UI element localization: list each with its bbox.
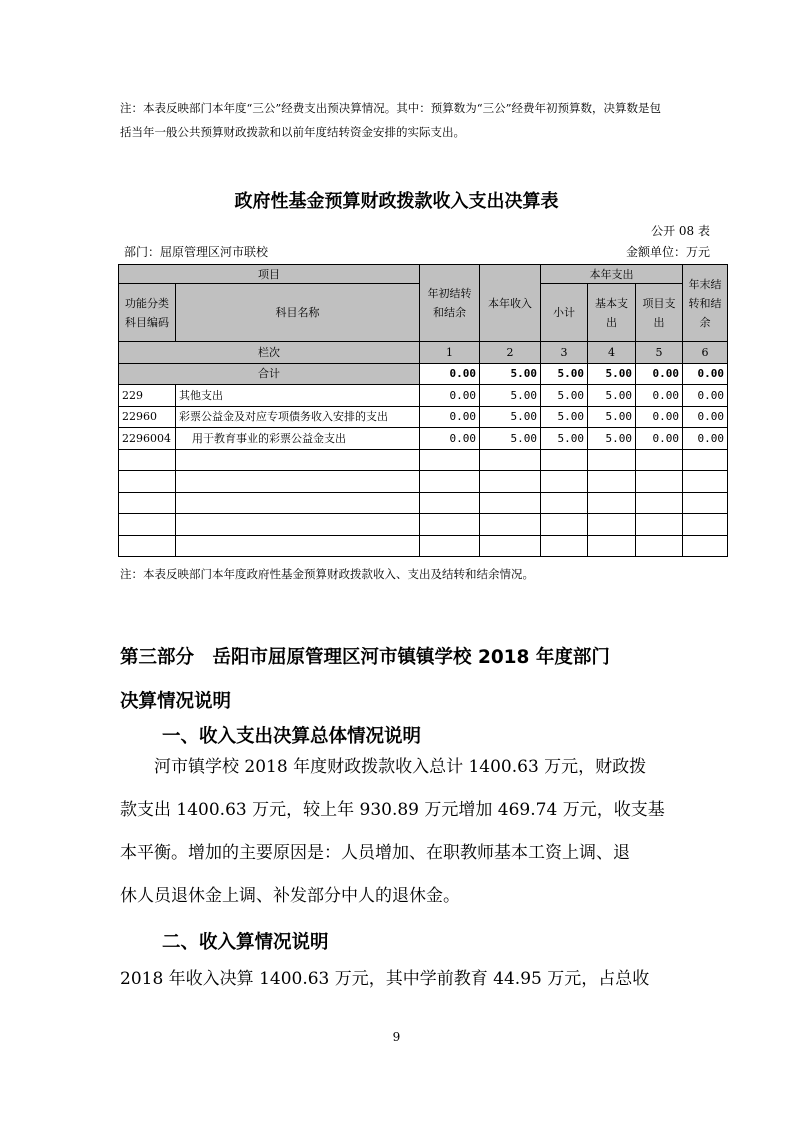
part-three-line: 决算情况说明 bbox=[120, 691, 232, 712]
row-value: 5.00 bbox=[480, 385, 541, 407]
row-value: 5.00 bbox=[480, 406, 541, 428]
total-value: 5.00 bbox=[541, 363, 588, 385]
section-one-heading: 一、收入支出决算总体情况说明 bbox=[162, 726, 422, 747]
row-name: 用于教育事业的彩票公益金支出 bbox=[176, 428, 420, 450]
row-value: 0.00 bbox=[420, 428, 480, 450]
empty-row bbox=[119, 535, 728, 557]
paragraph-line: 休人员退休金上调、补发部分中人的退休金。 bbox=[120, 886, 460, 906]
empty-row bbox=[119, 449, 728, 471]
top-note bbox=[120, 96, 720, 144]
paragraph-line: 本平衡。增加的主要原因是：人员增加、在职教师基本工资上调、退 bbox=[120, 843, 630, 863]
total-row bbox=[119, 363, 728, 385]
column-index-label: 栏次 bbox=[119, 342, 420, 364]
header-basic: 基本支出 bbox=[588, 284, 636, 342]
total-value: 0.00 bbox=[683, 363, 728, 385]
top-note-line: 括当年一般公共预算财政拨款和以前年度结转资金安排的实际支出。 bbox=[120, 125, 465, 139]
column-index: 5 bbox=[636, 342, 683, 364]
section-one-body bbox=[120, 746, 740, 918]
row-code: 2296004 bbox=[119, 428, 176, 450]
row-value: 0.00 bbox=[636, 406, 683, 428]
total-value: 5.00 bbox=[588, 363, 636, 385]
row-value: 5.00 bbox=[541, 406, 588, 428]
row-value: 0.00 bbox=[683, 406, 728, 428]
table-title: 政府性基金预算财政拨款收入支出决算表 bbox=[234, 191, 559, 212]
empty-row bbox=[119, 514, 728, 536]
row-value: 0.00 bbox=[420, 406, 480, 428]
row-value: 0.00 bbox=[683, 385, 728, 407]
fund-table bbox=[118, 264, 728, 557]
paragraph-line: 款支出 1400.63 万元，较上年 930.89 万元增加 469.74 万元，收支基 bbox=[120, 800, 665, 820]
page-number: 9 bbox=[392, 1030, 401, 1044]
row-value: 5.00 bbox=[588, 385, 636, 407]
row-value: 5.00 bbox=[541, 385, 588, 407]
form-number: 公开 08 表 bbox=[651, 224, 710, 238]
header-end-balance: 年末结转和结余 bbox=[683, 265, 728, 342]
department-label: 部门：屈原管理区河市联校 bbox=[124, 245, 269, 259]
total-value: 0.00 bbox=[420, 363, 480, 385]
header-begin-balance: 年初结转和结余 bbox=[420, 265, 480, 342]
row-code: 22960 bbox=[119, 406, 176, 428]
header-subtotal: 小计 bbox=[541, 284, 588, 342]
section-two-line: 2018 年收入决算 1400.63 万元，其中学前教育 44.95 万元，占总收 bbox=[120, 969, 650, 989]
top-note-line: 注：本表反映部门本年度“三公”经费支出预决算情况。其中：预算数为“三公”经费年初预算数，决算数是包 bbox=[120, 101, 662, 115]
table-row bbox=[119, 428, 728, 450]
row-value: 5.00 bbox=[541, 428, 588, 450]
column-index: 3 bbox=[541, 342, 588, 364]
header-project: 项目 bbox=[119, 265, 420, 284]
row-name: 彩票公益金及对应专项债务收入安排的支出 bbox=[176, 406, 420, 428]
header-project-expense: 项目支出 bbox=[636, 284, 683, 342]
section-two-heading: 二、收入算情况说明 bbox=[162, 932, 329, 953]
header-income: 本年收入 bbox=[480, 265, 541, 342]
row-value: 5.00 bbox=[588, 406, 636, 428]
row-value: 0.00 bbox=[420, 385, 480, 407]
header-expense-group: 本年支出 bbox=[541, 265, 683, 284]
paragraph-line: 河市镇学校 2018 年度财政拨款收入总计 1400.63 万元，财政拨 bbox=[154, 757, 647, 777]
row-code: 229 bbox=[119, 385, 176, 407]
column-index: 1 bbox=[420, 342, 480, 364]
row-value: 5.00 bbox=[588, 428, 636, 450]
table-row bbox=[119, 406, 728, 428]
total-label: 合计 bbox=[119, 363, 420, 385]
row-value: 0.00 bbox=[636, 428, 683, 450]
column-index: 2 bbox=[480, 342, 541, 364]
total-value: 5.00 bbox=[480, 363, 541, 385]
part-three-heading bbox=[120, 636, 720, 724]
total-value: 0.00 bbox=[636, 363, 683, 385]
row-value: 0.00 bbox=[683, 428, 728, 450]
unit-label: 金额单位：万元 bbox=[625, 245, 710, 259]
header-func-code: 功能分类科目编码 bbox=[119, 284, 176, 342]
empty-row bbox=[119, 471, 728, 493]
row-value: 5.00 bbox=[480, 428, 541, 450]
column-index: 6 bbox=[683, 342, 728, 364]
row-value: 0.00 bbox=[636, 385, 683, 407]
empty-row bbox=[119, 492, 728, 514]
table-note: 注：本表反映部门本年度政府性基金预算财政拨款收入、支出及结转和结余情况。 bbox=[120, 567, 534, 581]
header-subject-name: 科目名称 bbox=[176, 284, 420, 342]
row-name: 其他支出 bbox=[176, 385, 420, 407]
part-three-line: 第三部分 岳阳市屈原管理区河市镇镇学校 2018 年度部门 bbox=[120, 647, 610, 668]
table-row bbox=[119, 385, 728, 407]
column-index: 4 bbox=[588, 342, 636, 364]
